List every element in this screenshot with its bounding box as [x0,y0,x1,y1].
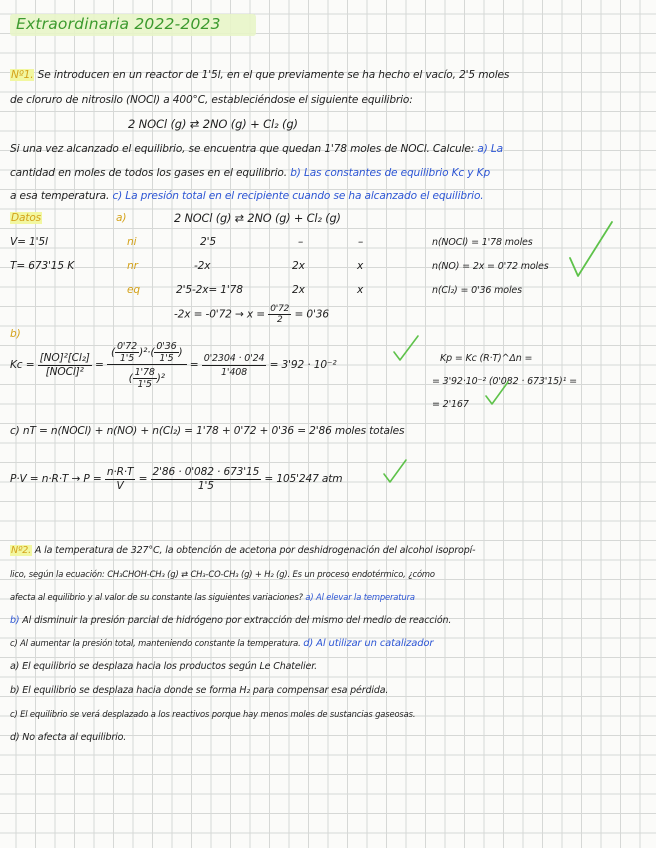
kp-line2: = 3'92·10⁻² (0'082 · 673'15)¹ = [432,376,577,387]
checkmark-icon [566,218,614,280]
eq-nocl: 2'5-2x= 1'78 [176,284,243,296]
kc-intermediate: $\frac{0'2304 \cdot 0'24}{1'408}$ [203,353,265,378]
checkmark-icon [484,380,510,406]
problem1-line4 [10,167,490,180]
problem1-equation: 2 NOCl (g) ⇄ 2NO (g) + Cl₂ (g) [128,117,298,131]
row-label-ni: ni [127,236,137,248]
problem2-question-c: c) Al aumentar la presión total, manteniendo constante la temperatura. [10,638,301,648]
pressure-result: = 105'247 atm [264,473,343,485]
answer-a: a) El equilibrio se desplaza hacia los productos según Le Chatelier. [10,661,317,672]
ni-nocl: 2'5 [200,236,216,248]
solve-x: -2x = -0'72 → x = $\frac{0'72}{2}$ = 0'36 [174,304,329,325]
answer-c: c) El equilibrio se verá desplazado a los reactivos porque hay menos moles de sustancias gaseosas. [10,709,416,719]
result-n-cl2: n(Cl₂) = 0'36 moles [432,285,522,296]
problem1-line1 [10,69,509,82]
problem2-line3 [10,591,415,604]
problem1-text-3: Si una vez alcanzado el equilibrio, se encuentra que quedan 1'78 moles de NOCl. Calcule: [10,143,475,155]
problem2-number: Nº2. [11,545,32,556]
result-n-no: n(NO) = 2x = 0'72 moles [432,261,549,272]
problem2-line5 [10,637,433,650]
eq-no: 2x [292,284,305,296]
checkmark-icon [382,458,408,484]
pressure-substitution: $\frac{2'86 \cdot 0'082 \cdot 673'15}{1'5}$ [152,466,260,492]
solve-fraction: $\frac{0'72}{2}$ [270,304,290,325]
problem1-text-4: cantidad en moles de todos los gases en el equilibrio. [10,167,287,179]
kc-expression: Kc = $\frac{\text{[NO]²[Cl₂]}}{\text{[NOCl]²}}$ = ( $\frac{0'72}{1'5}$ )²·( $\frac{0'36}{1'5}$ ) ( $\frac{1'78}{1'5}$ )² = $\frac{0'2304 \cdot 0'24}{1'408}$ = 3'92 · 10⁻² [10,341,337,390]
problem1-line3 [10,143,503,156]
problem1-question-c: c) La presión total en el recipiente cuando se ha alcanzado el equilibrio. [112,190,484,202]
problem2-question-b: b) Al disminuir la presión parcial de hidrógeno por extracción del mismo del medio de reacción. [10,615,452,626]
problem2-line2: lico, según la ecuación: CH₃CHOH-CH₃ (g) ⇄ CH₃-CO-CH₃ (g) + H₂ (g). Es un proceso endotérmico, ¿cómo [10,569,435,579]
ni-cl2: – [358,236,364,248]
result-n-nocl: n(NOCl) = 1'78 moles [432,237,533,248]
problem2-text-3: afecta al equilibrio y al valor de su constante las siguientes variaciones? [10,592,303,602]
problem1-number: Nº1. [11,69,34,81]
part-a-label: a) [116,212,127,224]
kc-substitution: ( $\frac{0'72}{1'5}$ )²·( $\frac{0'36}{1'5}$ ) ( $\frac{1'78}{1'5}$ )² [107,341,187,390]
nr-cl2: x [357,260,364,272]
problem2-text-1: A la temperatura de 327°C, la obtención de acetona por deshidrogenación del alcohol isopropí- [34,545,476,556]
kc-definition: $\frac{\text{[NO]²[Cl₂]}}{\text{[NOCl]²}}$ [39,352,90,378]
problem2-question-d: d) Al utilizar un catalizador [303,638,434,649]
total-moles: c) nT = n(NOCl) + n(NO) + n(Cl₂) = 1'78 + 0'72 + 0'36 = 2'86 moles totales [10,425,405,437]
problem1-line5 [10,190,484,203]
row-label-nr: nr [127,260,138,272]
problem1-question-b: b) Las constantes de equilibrio Kc y Kp [290,167,491,179]
answer-d: d) No afecta al equilibrio. [10,732,127,743]
problem1-line2: de cloruro de nitrosilo (NOCl) a 400°C, estableciéndose el siguiente equilibrio: [10,94,413,106]
datos-label: Datos [11,212,42,224]
nr-nocl: -2x [194,260,211,272]
page-title: Extraordinaria 2022-2023 [16,15,221,33]
nr-no: 2x [292,260,305,272]
problem1-text-1: Se introducen en un reactor de 1'5l, en el que previamente se ha hecho el vacío, 2'5 moles [37,69,510,81]
eq-cl2: x [357,284,364,296]
datos-volume: V= 1'5l [10,236,48,248]
problem1-text-5: a esa temperatura. [10,190,110,202]
datos-temperature: T= 673'15 K [10,260,74,272]
kp-result: = 2'167 [432,399,469,410]
problem2-line1 [10,544,475,557]
row-label-eq: eq [127,284,140,296]
answer-b: b) El equilibrio se desplaza hacia donde se forma H₂ para compensar esa pérdida. [10,685,389,696]
table-equation: 2 NOCl (g) ⇄ 2NO (g) + Cl₂ (g) [174,212,341,225]
part-b-label: b) [10,328,21,340]
kc-result: = 3'92 · 10⁻² [269,359,337,371]
problem1-question-a: a) La [477,143,503,155]
kp-line1: Kp = Kc (R·T)^Δn = [440,353,533,364]
problem2-question-a: a) Al elevar la temperatura [305,592,415,602]
pressure-calculation: P·V = n·R·T → P = $\frac{n\cdot R\cdot T}{V}$ = $\frac{2'86 \cdot 0'082 \cdot 673'15}{1'5}$ = 105'247 atm [10,466,343,492]
checkmark-icon [392,334,420,362]
pressure-formula: $\frac{n\cdot R\cdot T}{V}$ [106,466,134,492]
ni-no: – [298,236,304,248]
